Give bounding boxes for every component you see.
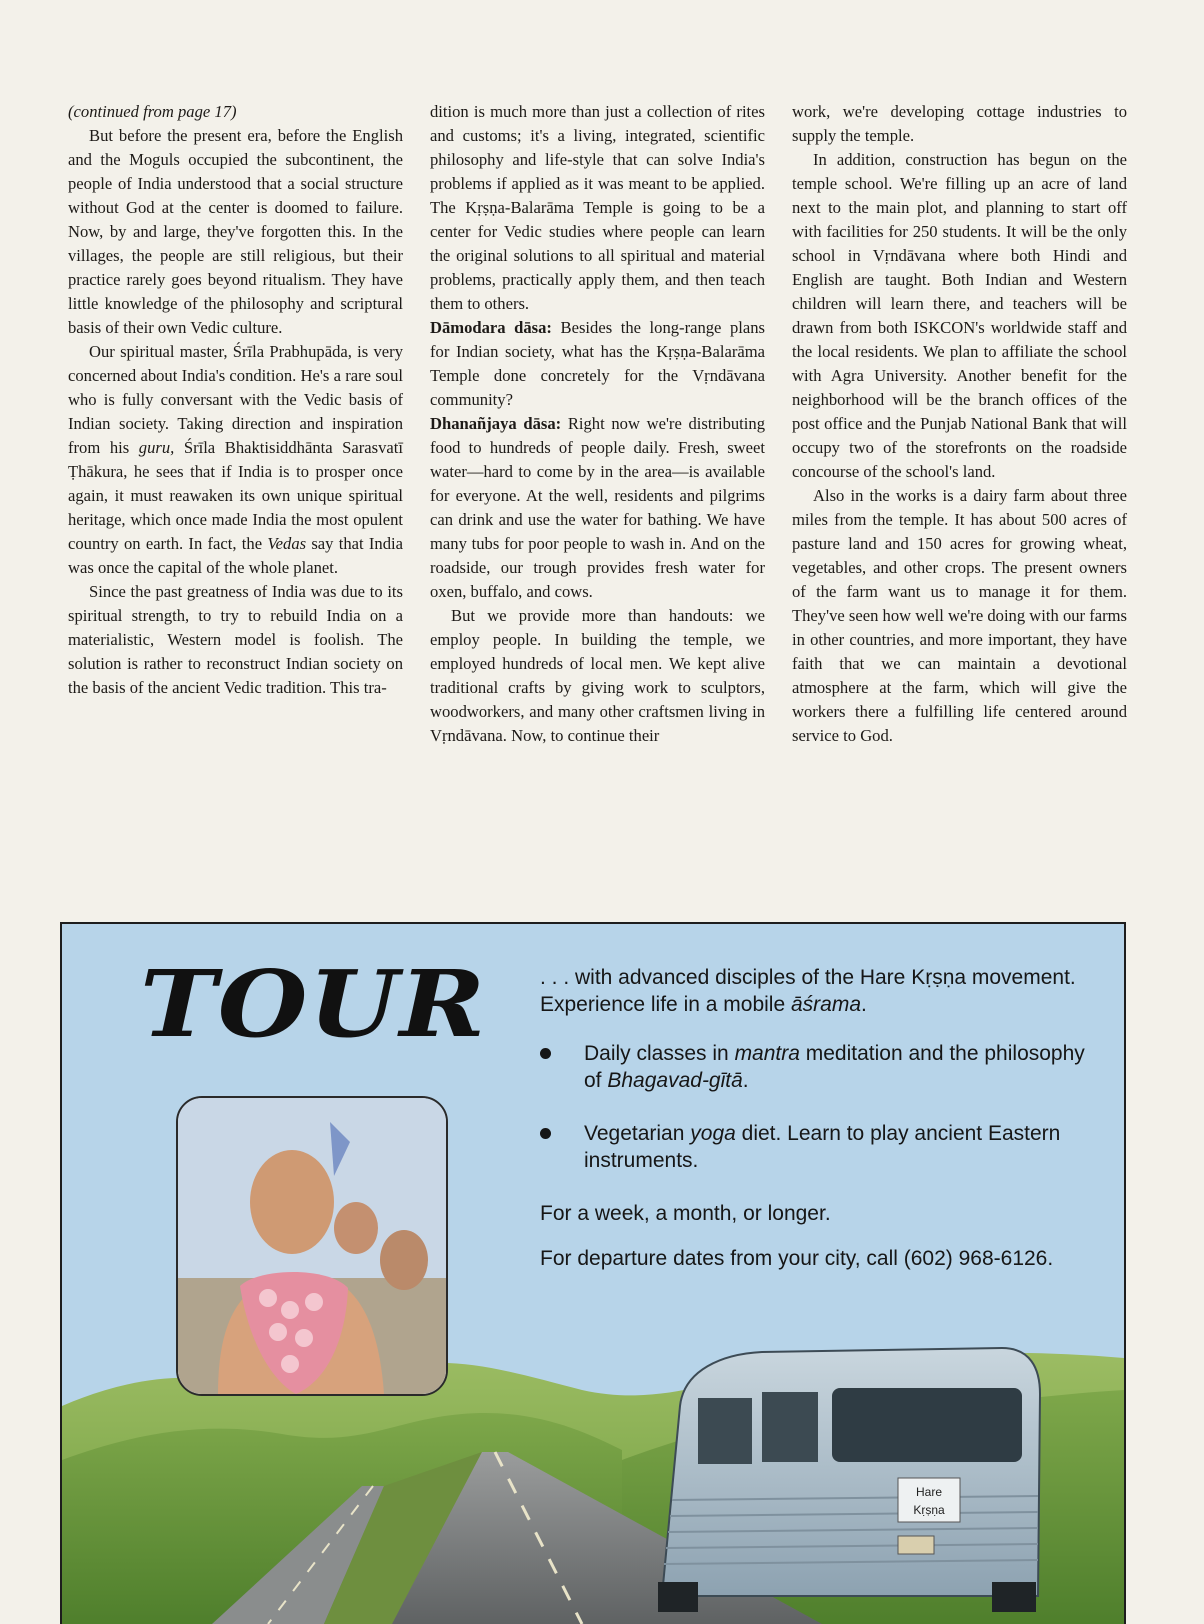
interview-answer: Dhanañjaya dāsa: Right now we're distributing food to hundreds of people daily. Fresh, sweet water—hard to come by in the area—is available for everyone. At the well, residents and pilgrims can drink and use the water for bathing. We have many tubs for poor people to wash in. And on the roadside, our trough provides fresh water for oxen, buffalo, and cows. (430, 414, 765, 601)
bus-sign-line1: Hare (915, 1485, 943, 1499)
paragraph: In addition, construction has begun on the temple school. We're filling up an acre of land next to the main plot, and planning to start off with facilities for 250 students. It will be the only school in Vṛndāvana where both Hindi and English are taught. Both Indian and Western children will learn there, and teachers will be drawn from both ISKCON's worldwide staff and the local residents. We plan to affiliate the school with Agra University. Another benefit for the neighborhood will be the branch offices of the post office and the Punjab National Bank that will occupy two of the storefronts on the roadside concourse of the school's land. (792, 150, 1127, 481)
paragraph: But before the present era, before the English and the Moguls occupied the subcontinent, the people of India understood that a social structure without God at the center is doomed to failure. Now, by and large, they've forgotten this. In the villages, the people are still religious, but their practice rarely goes beyond ritualism. They have little knowledge of the philosophy and scriptural basis of their own Vedic culture. (68, 126, 403, 337)
tour-advertisement (60, 922, 1126, 1624)
ad-contact: For departure dates from your city, call (602) 968-6126. (540, 1247, 1054, 1270)
article-column-1 (68, 100, 403, 700)
article-column-2 (430, 100, 765, 748)
paragraph: Since the past greatness of India was due to its spiritual strength, to try to rebuild India on a materialistic, Western model is foolish. The solution is rather to reconstruct Indian society on the basis of the ancient Vedic tradition. This tra- (68, 582, 403, 697)
paragraph: Our spiritual master, Śrīla Prabhupāda, is very concerned about India's condition. He's a rare soul who is fully conversant with the Vedic basis of Indian society. Taking direction and inspiration from his guru, Śrīla Bhaktisiddhānta Sarasvatī Ṭhākura, he sees that if India is to prosper once again, it must reawaken its own unique spiritual heritage, which once made India the most opulent country on earth. In fact, the Vedas say that India was once the capital of the whole planet. (68, 342, 403, 577)
interview-question: Dāmodara dāsa: Besides the long-range plans for Indian society, what has the Kṛṣṇa-Balarāma Temple done concretely for the Vṛndāvana community? (430, 318, 766, 409)
paragraph: But we provide more than handouts: we employ people. In building the temple, we employed hundreds of local men. We kept alive traditional crafts by giving work to sculptors, woodworkers, and many other craftsmen living in Vṛndāvana. Now, to continue their (430, 606, 765, 745)
bus-sign-line2: Kṛṣṇa (913, 1503, 945, 1517)
guru-term: guru, (138, 438, 175, 457)
bullet-icon (540, 1128, 551, 1139)
ad-headline: TOUR (140, 950, 487, 1058)
bullet-icon (540, 1048, 551, 1059)
speaker-damodara: Dāmodara dāsa: (430, 318, 552, 337)
article-body (68, 100, 1128, 880)
continued-note: (continued from page 17) (68, 102, 237, 121)
paragraph: dition is much more than just a collection of rites and customs; it's a living, integrated, scientific philosophy and life-style that can solve India's problems if applied as it was meant to be applied. The Kṛṣṇa-Balarāma Temple is going to be a center for Vedic studies where people can learn the original solutions to all spiritual and material problems, practically apply them, and then teach them to others. (430, 102, 765, 313)
bus-graphic (658, 1348, 1040, 1612)
ad-duration: For a week, a month, or longer. (540, 1202, 831, 1225)
paragraph: Also in the works is a dairy farm about three miles from the temple. It has about 500 acres of pasture land and 150 acres for growing wheat, vegetables, and other crops. The present owners of the farm want us to manage it for them. They've seen how well we're doing with our farms in other countries, and more important, they have faith that we can maintain a devotional atmosphere at the farm, which will give the workers there a fulfilling life centered around service to God. (792, 486, 1127, 745)
ad-bullet-diet: Vegetarian yoga diet. Learn to play ancient Eastern instruments. (540, 1120, 1100, 1174)
vedas-term: Vedas (267, 534, 307, 553)
paragraph: work, we're developing cottage industries to supply the temple. (792, 102, 1127, 145)
ad-bullet-classes: Daily classes in mantra meditation and the philosophy of Bhagavad-gītā. (540, 1040, 1100, 1094)
speaker-dhananjaya: Dhanañjaya dāsa: (430, 414, 562, 433)
article-column-3 (792, 100, 1127, 748)
devotee-photo (176, 1096, 448, 1396)
ad-copy (540, 964, 1100, 1290)
devotee-photo-image (178, 1098, 446, 1394)
ad-intro: . . . with advanced disciples of the Hare Kṛṣṇa movement. Experience life in a mobile āśrama. (540, 966, 1076, 1016)
